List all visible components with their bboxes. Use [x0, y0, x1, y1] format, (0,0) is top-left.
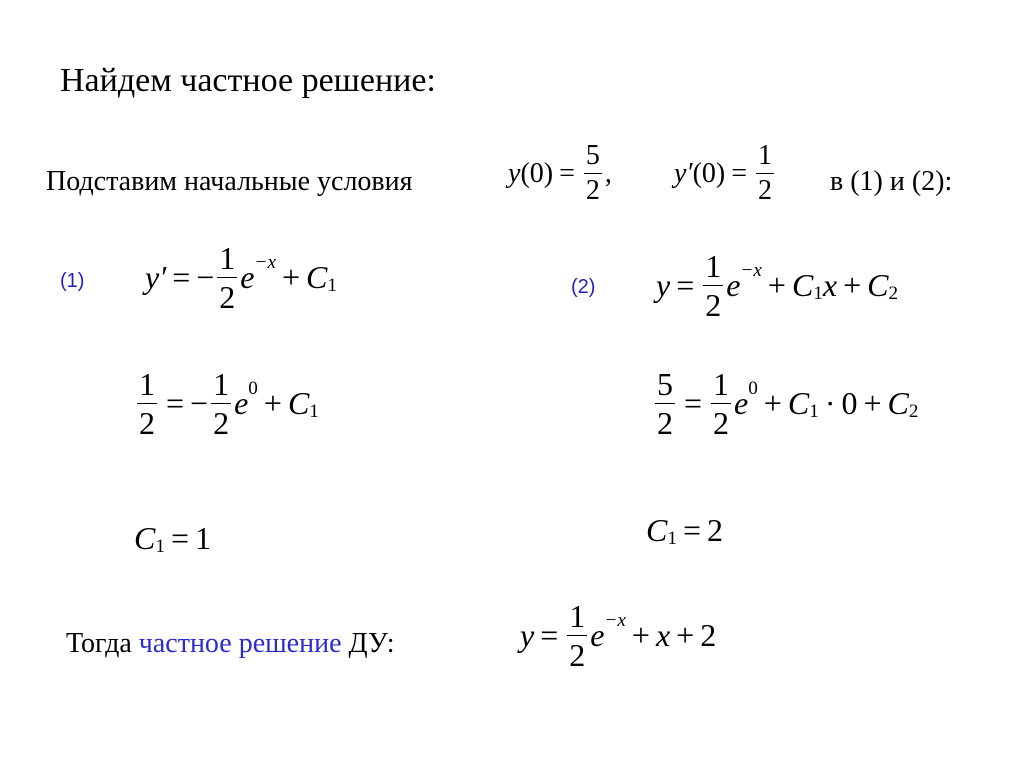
fraction: $\frac{1}{2}$ [219, 240, 236, 315]
fraction: $\frac{1}{2}$ [705, 248, 722, 323]
constant-result-2: C 1 = 2 [646, 512, 723, 550]
constant-result-1: C 1 = 1 [134, 520, 211, 558]
final-text: Тогда частное решение ДУ: [66, 628, 395, 659]
fraction: $\frac{1}{2}$ [758, 140, 773, 206]
substituted-equation-1: $\frac{1}{2}$ = − $\frac{1}{2}$ e 0 + C 1 [139, 366, 319, 441]
intro-text: Подставим начальные условия [46, 166, 413, 197]
initial-condition-y: y (0) = $\frac{5}{2}$ , [508, 140, 612, 206]
substituted-equation-2: $\frac{5}{2}$ = $\frac{1}{2}$ e 0 + C 1 · 0 + C 2 [657, 366, 919, 441]
equation-label-2: (2) [571, 276, 596, 298]
equation-label-1: (1) [60, 270, 85, 292]
fraction: $\frac{5}{2}$ [585, 140, 600, 206]
initial-condition-y-prime: y′ (0) = $\frac{1}{2}$ [674, 140, 773, 206]
fraction: $\frac{1}{2}$ [713, 366, 730, 441]
highlighted-term: частное решение [138, 628, 342, 659]
particular-solution-equation: y = $\frac{1}{2}$ e −x + x + 2 [520, 598, 717, 673]
general-solution-equation: y = $\frac{1}{2}$ e −x + C 1 x + C 2 [656, 248, 899, 323]
fraction: $\frac{1}{2}$ [569, 598, 586, 673]
intro-suffix: в (1) и (2): [830, 166, 953, 197]
fraction: $\frac{1}{2}$ [139, 366, 155, 441]
fraction: $\frac{1}{2}$ [213, 366, 230, 441]
page-title: Найдем частное решение: [60, 62, 436, 99]
fraction: $\frac{5}{2}$ [657, 366, 673, 441]
derivative-equation: y′ = − $\frac{1}{2}$ e −x + C 1 [145, 240, 337, 315]
